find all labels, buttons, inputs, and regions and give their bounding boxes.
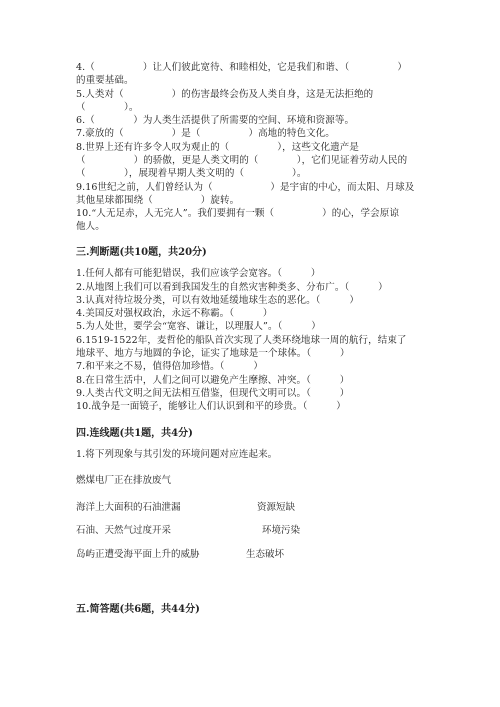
matching-left-item: 海洋上大面积的石油泄漏 (76, 502, 181, 513)
judgement-item: 1.任何人都有可能犯错误，我们应该学会宽容。（ ） (76, 268, 321, 279)
fill-line: 9.16世纪之前，人们曾经认为（ ）是宇宙的中心，而太阳、月球及 (76, 182, 415, 193)
judgement-item: 7.和平来之不易，值得倍加珍惜。（ ） (76, 361, 263, 372)
fill-line: 8.世界上还有许多令人叹为观止的（ ），这些文化遗产是 (76, 142, 359, 153)
section-title-matching: 四.连线题(共1题，共4分) (76, 428, 193, 439)
judgement-item: 6.1519-1522年，麦哲伦的船队首次实现了人类环绕地球一周的航行，结束了 (76, 335, 407, 346)
matching-left-item: 石油、天然气过度开采 (76, 525, 172, 536)
fill-line: 5.人类对（ ）的伤害最终会伤及人类自身，这是无法拒绝的 (76, 89, 374, 100)
fill-line: 的重要基础。 (76, 75, 134, 86)
judgement-item: 9.人类古代文明之间无法相互借鉴，但现代文明可以。（ ） (76, 388, 350, 399)
matching-right-item: 生态破坏 (246, 549, 285, 560)
fill-line: 他人。 (76, 221, 105, 232)
section-title-short-answer: 五.简答题(共6题，共44分) (76, 604, 200, 615)
matching-right-item: 资源短缺 (257, 502, 296, 513)
judgement-item: 10.战争是一面镜子，能够让人们认识到和平的珍贵。（ ） (76, 401, 346, 412)
fill-line: 其他星球都围绕（ ）旋转。 (76, 195, 240, 206)
fill-line: 7.豪放的（ ）是（ ）高地的特色文化。 (76, 128, 335, 139)
fill-line: 10.“人无足赤，人无完人”。我们要拥有一颗（ ）的心，学会原谅 (76, 208, 399, 219)
judgement-item: 地球平、地方与地圆的争论，证实了地球是一个球体。（ ） (76, 348, 350, 359)
fill-line: （ ）。 (76, 102, 139, 113)
judgement-item: 2.从地图上我们可以看到我国发生的自然灾害种类多、分布广。（ ） (76, 282, 388, 293)
judgement-item: 8.在日常生活中，人们之间可以避免产生摩擦、冲突。（ ） (76, 375, 350, 386)
matching-left-item: 岛屿正遭受海平面上升的威胁 (76, 549, 200, 560)
fill-line: 4.（ ）让人们彼此宽待、和睦相处，它是我们和谐、（ ） (76, 62, 407, 73)
matching-right-item: 环境污染 (262, 525, 301, 536)
fill-line: 6.（ ）为人类生活提供了所需要的空间、环境和资源等。 (76, 115, 355, 126)
judgement-item: 3.认真对待垃圾分类，可以有效地延缓地球生态的恶化。（ ） (76, 295, 359, 306)
fill-line: （ ），展现着早期人类文明的（ ）。 (76, 168, 307, 179)
section-title-judgement: 三.判断题(共10题，共20分) (76, 247, 207, 258)
matching-instruction: 1.将下列现象与其引发的环境问题对应连起来。 (76, 449, 278, 460)
judgement-item: 4.美国反对强权政治，永远不称霸。（ ） (76, 308, 273, 319)
fill-line: （ ）的骄傲，更是人类文明的（ ），它们见证着劳动人民的 (76, 155, 408, 166)
matching-left-item: 燃煤电厂正在排放废气 (76, 475, 172, 486)
judgement-item: 5.为人处世，要学会“宽容、谦让，以理服人”。（ ） (76, 321, 321, 332)
